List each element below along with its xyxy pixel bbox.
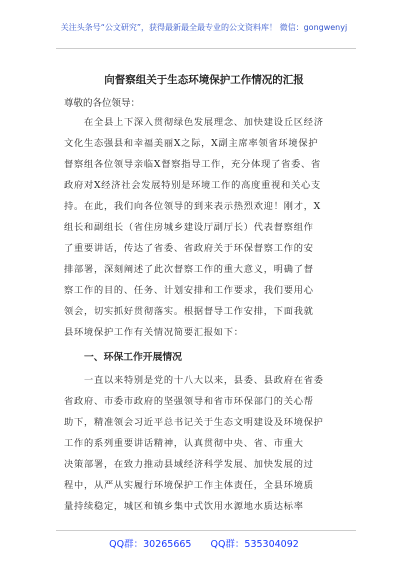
paragraph-line: 一直以来特别是党的十八大以来，县委、县政府在省委: [84, 375, 324, 386]
paragraph-line: 排部署，深刻阐述了此次督察工作的重大意义，明确了督: [64, 264, 314, 275]
salutation: 尊敬的各位领导：: [64, 98, 141, 109]
paragraph-line: 察工作的目的、任务、计划安排和工作要求，我们要用心: [64, 285, 314, 296]
paragraph-line: 督察组各位领导亲临X督察指导工作，充分体现了省委、省: [64, 159, 322, 170]
paragraph-line: 助下，精准领会习近平总书记关于生态文明建设及环境保护: [64, 417, 324, 428]
footer-divider: [56, 530, 356, 531]
paragraph-line: 领会，切实抓好贯彻落实。根据督导工作安排，下面我就: [64, 306, 314, 317]
header-note: 关注头条号“公文研究”，获得最新最全最专业的公文资料库！ 微信：gongwenyj: [60, 23, 348, 32]
paragraph-line: 县环境保护工作有关情况简要汇报如下：: [64, 327, 244, 338]
paragraph-line: 在全县上下深入贯彻绿色发展理念、加快建设丘区经济: [84, 117, 324, 128]
paragraph-line: 组长和副组长（省住房城乡建设厅副厅长）代表督察组作: [64, 222, 314, 233]
paragraph-line: 文化生态强县和幸福美丽X之际，X副主席率领省环境保护: [64, 138, 319, 149]
paragraph-line: 工作的系列重要讲话精神，认真贯彻中央、省、市重大: [64, 438, 304, 449]
document-title: 向督察组关于生态环境保护工作情况的汇报: [104, 74, 304, 86]
paragraph-line: 决策部署，在致力推动县域经济科学发展、加快发展的过: [64, 459, 314, 470]
paragraph-line: 程中，从严从实履行环境保护工作主体责任，全县环境质: [64, 480, 314, 491]
header-divider: [56, 48, 356, 49]
paragraph-line: 持。在此，我们向各位领导的到来表示热烈欢迎！刚才，X: [64, 201, 322, 212]
paragraph-line: 省政府、市委市政府的坚强领导和省市环保部门的关心帮: [64, 396, 314, 407]
section-heading: 一、环保工作开展情况: [84, 352, 182, 363]
paragraph-line: 政府对X经济社会发展特别是环境工作的高度重视和关心支: [64, 180, 322, 191]
footer-contact: QQ群：30265665 QQ群：535304092: [109, 539, 299, 550]
paragraph-line: 了重要讲话，传达了省委、省政府关于环保督察工作的安: [64, 243, 314, 254]
paragraph-line: 量持续稳定，城区和镇乡集中式饮用水源地水质达标率: [64, 501, 304, 512]
